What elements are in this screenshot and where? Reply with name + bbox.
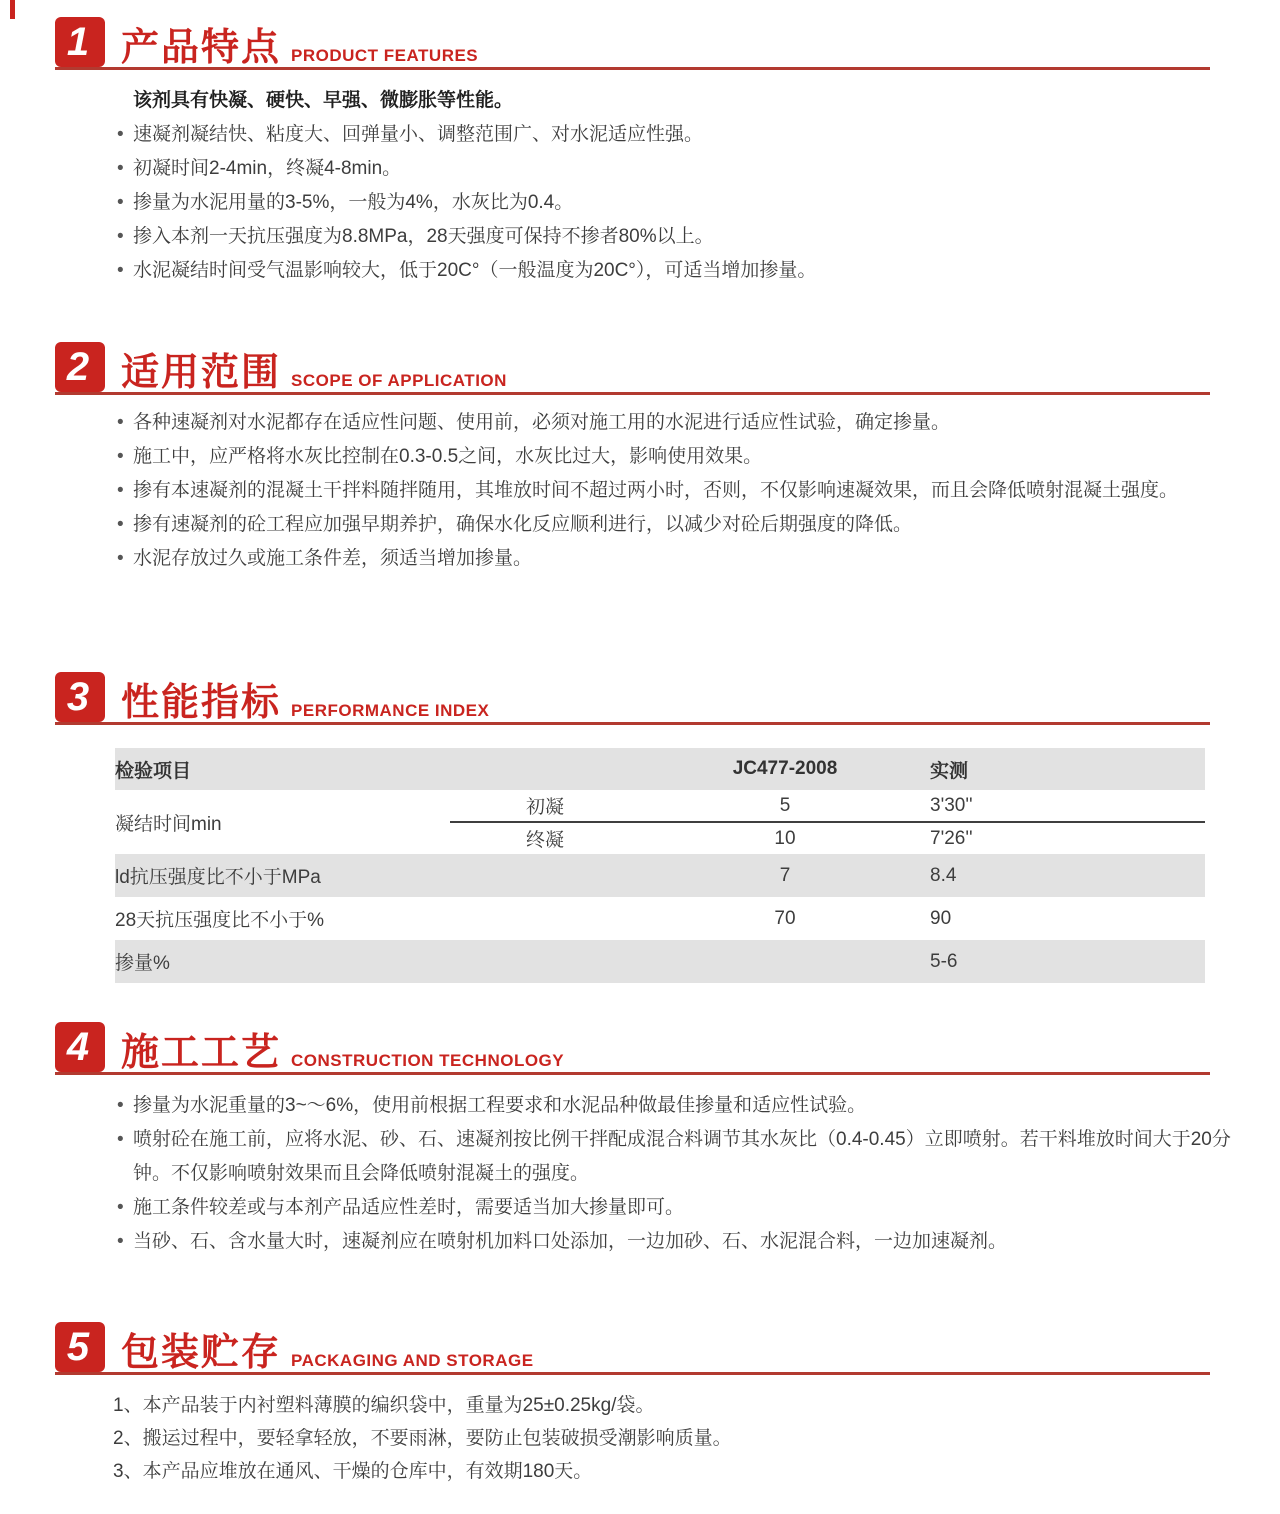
bullet-item: • 掺量为水泥用量的3-5%，一般为4%，水灰比为0.4。 (115, 186, 1240, 220)
section-number-badge (55, 17, 105, 67)
cell-sub-label: 终凝 (450, 822, 640, 854)
bullet-list (115, 1089, 1240, 1259)
bullet-item: • 掺有本速凝剂的混凝土干拌料随拌随用，其堆放时间不超过两小时，否则，不仅影响速凝效果，而且会降低喷射混凝土强度。 (115, 474, 1240, 508)
section-title-zh: 适用范围 (121, 352, 282, 394)
cell-standard: 10 (640, 822, 930, 854)
bullet-item: • 施工中，应严格将水灰比控制在0.3-0.5之间，水灰比过大，影响使用效果。 (115, 440, 1240, 474)
section-number: 4 (66, 1025, 90, 1069)
section-header-performance (55, 673, 1210, 725)
section-title-zh: 包装贮存 (121, 1332, 282, 1374)
section-product-features-content (115, 84, 1240, 288)
section-title-en: PERFORMANCE INDEX (291, 701, 490, 720)
cell-measured: 90 (930, 907, 952, 929)
bullet-item: • 各种速凝剂对水泥都存在适应性问题、使用前，必须对施工用的水泥进行适应性试验，确定掺量。 (115, 406, 1240, 440)
col-header-item: 检验项目 (115, 760, 192, 782)
section-header-packaging (55, 1323, 1210, 1375)
cell-item: 28天抗压强度比不小于% (115, 910, 325, 931)
cell-item: 掺量% (115, 953, 170, 974)
section-number: 3 (66, 675, 90, 719)
bullet-item: • 掺有速凝剂的砼工程应加强早期养护，确保水化反应顺利进行，以减少对砼后期强度的降低。 (115, 508, 1240, 542)
section-number-badge (55, 672, 105, 722)
bullet-item: • 当砂、石、含水量大时，速凝剂应在喷射机加料口处添加，一边加砂、石、水泥混合料，一边加速凝剂。 (115, 1225, 1240, 1259)
numbered-item: 1、本产品装于内衬塑料薄膜的编织袋中，重量为25±0.25kg/袋。 (113, 1395, 655, 1416)
cell-sub-label (450, 940, 640, 983)
cell-measured: 8.4 (930, 864, 957, 886)
col-header-standard: JC477-2008 (732, 758, 838, 779)
bullet-list (115, 406, 1240, 576)
section-number: 2 (66, 345, 90, 389)
cell-measured: 7'26'' (930, 822, 1205, 854)
section-packaging-content (113, 1389, 1238, 1488)
section-header-product-features (55, 18, 1210, 70)
section-number-badge (55, 1022, 105, 1072)
table-row-initial-setting (115, 790, 1205, 822)
section-title-en: PACKAGING AND STORAGE (291, 1351, 534, 1370)
bullet-item: • 施工条件较差或与本剂产品适应性差时，需要适当加大掺量即可。 (115, 1191, 1240, 1225)
bullet-item: • 速凝剂凝结快、粘度大、回弹量小、调整范围广、对水泥适应性强。 (115, 118, 1240, 152)
section-title-zh: 产品特点 (121, 27, 282, 69)
table-row-28d-strength (115, 897, 1205, 940)
intro-line: 该剂具有快凝、硬快、早强、微膨胀等性能。 (133, 90, 514, 111)
table-row-1d-strength (115, 854, 1205, 897)
bullet-item: • 水泥凝结时间受气温影响较大，低于20C°（一般温度为20C°），可适当增加掺量。 (115, 254, 1240, 288)
bullet-list (115, 118, 1240, 288)
cell-standard: 7 (779, 864, 791, 886)
page-edge-mark (10, 0, 15, 19)
cell-sub-label: 初凝 (525, 797, 564, 818)
section-title-zh: 性能指标 (121, 682, 282, 724)
bullet-item: • 初凝时间2-4min，终凝4-8min。 (115, 152, 1240, 186)
section-number: 1 (66, 20, 90, 64)
bullet-item: • 掺量为水泥重量的3~～6%，使用前根据工程要求和水泥品种做最佳掺量和适应性试验。 (115, 1089, 1240, 1123)
col-header-sub (450, 748, 640, 790)
performance-table (115, 748, 1205, 983)
cell-measured: 5-6 (930, 950, 958, 972)
table-header-row (115, 748, 1205, 790)
cell-item: 凝结时间min (115, 813, 222, 835)
cell-standard: 5 (779, 794, 791, 816)
section-header-construction (55, 1023, 1210, 1075)
section-title-en: CONSTRUCTION TECHNOLOGY (291, 1051, 565, 1070)
numbered-item: 3、本产品应堆放在通风、干燥的仓库中，有效期180天。 (113, 1461, 593, 1482)
cell-standard: 70 (774, 907, 796, 929)
cell-sub-label (450, 854, 640, 897)
section-number-badge (55, 342, 105, 392)
cell-item: ld抗压强度比不小于MPa (115, 867, 321, 888)
section-scope-content (115, 406, 1240, 576)
col-header-measured: 实测 (930, 760, 969, 782)
numbered-item: 2、搬运过程中，要轻拿轻放，不要雨淋，要防止包装破损受潮影响质量。 (113, 1428, 732, 1449)
section-header-scope (55, 343, 1210, 395)
table-row-dosage (115, 940, 1205, 983)
section-number-badge (55, 1322, 105, 1372)
section-title-en: SCOPE OF APPLICATION (291, 371, 507, 390)
bullet-item: • 掺入本剂一天抗压强度为8.8MPa，28天强度可保持不掺者80%以上。 (115, 220, 1240, 254)
section-construction-content (115, 1089, 1240, 1259)
section-title-en: PRODUCT FEATURES (291, 46, 479, 65)
cell-measured: 3'30'' (930, 794, 973, 816)
section-number: 5 (66, 1325, 90, 1369)
cell-sub-label (450, 897, 640, 940)
bullet-item: • 喷射砼在施工前，应将水泥、砂、石、速凝剂按比例干拌配成混合料调节其水灰比（0.4-0.45）立即喷射。若干料堆放时间大于20分钟。不仅影响喷射效果而且会降低喷射混凝土的强度。 (115, 1123, 1240, 1191)
bullet-item: • 水泥存放过久或施工条件差，须适当增加掺量。 (115, 542, 1240, 576)
cell-standard (640, 940, 930, 983)
section-title-zh: 施工工艺 (121, 1032, 282, 1074)
